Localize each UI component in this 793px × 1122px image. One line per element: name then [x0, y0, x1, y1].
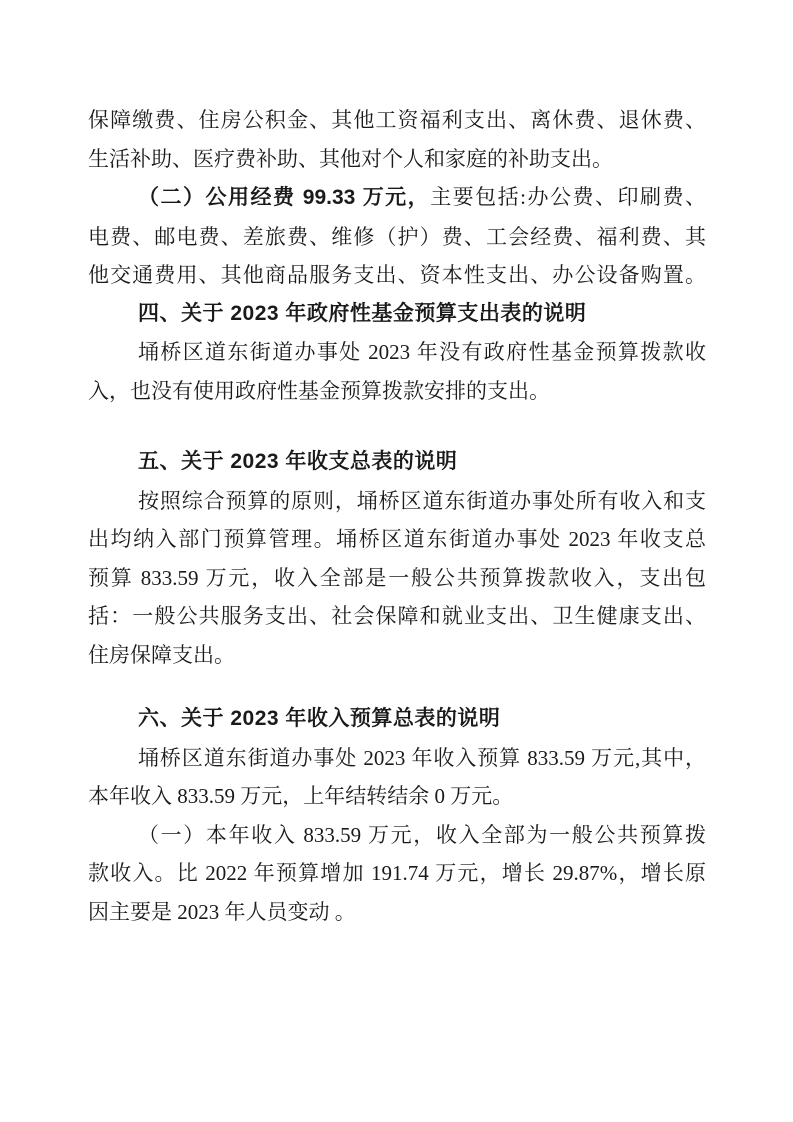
section-4-heading: 四、关于 2023 年政府性基金预算支出表的说明 — [138, 301, 587, 325]
section-5-para-line-5: 住房保障支出。 — [88, 642, 235, 667]
section-6-para2-line-2: 款收入。比 2022 年预算增加 191.74 万元，增长 29.87%，增长原 — [88, 861, 706, 885]
section-5-para-line-1: 按照综合预算的原则，埇桥区道东街道办事处所有收入和支 — [138, 488, 706, 513]
section-5-para-line-4: 括：一般公共服务支出、社会保障和就业支出、卫生健康支出、 — [88, 604, 706, 628]
section-5-para-line-3: 预算 833.59 万元，收入全部是一般公共预算拨款收入，支出包 — [88, 565, 706, 590]
section-5-heading: 五、关于 2023 年收支总表的说明 — [138, 450, 458, 473]
section-6-heading: 六、关于 2023 年收入预算总表的说明 — [138, 707, 501, 730]
public-expense-line-1-rest: 主要包括:办公费、印刷费、 — [430, 185, 706, 209]
section-6-para2-line-1: （一）本年收入 833.59 万元，收入全部为一般公共预算拨 — [138, 822, 706, 847]
section-6-para1-line-2: 本年收入 833.59 万元，上年结转结余 0 万元。 — [88, 784, 514, 808]
section-4-para-line-2: 入，也没有使用政府性基金预算拨款安排的支出。 — [88, 378, 550, 403]
personnel-para-line-1: 保障缴费、住房公积金、其他工资福利支出、离休费、退休费、 — [88, 108, 706, 132]
document-body — [88, 101, 706, 931]
section-5-para-line-2: 出均纳入部门预算管理。埇桥区道东街道办事处 2023 年收支总 — [88, 527, 706, 551]
public-expense-para-line-2: 电费、邮电费、差旅费、维修（护）费、工会经费、福利费、其 — [88, 224, 706, 249]
personnel-para-line-2: 生活补助、医疗费补助、其他对个人和家庭的补助支出。 — [88, 146, 613, 171]
section-4-para-line-1: 埇桥区道东街道办事处 2023 年没有政府性基金预算拨款收 — [138, 340, 706, 364]
section-6-para1-line-1: 埇桥区道东街道办事处 2023 年收入预算 833.59 万元,其中， — [138, 745, 706, 770]
public-expense-para-line-3: 他交通费用、其他商品服务支出、资本性支出、办公设备购置。 — [88, 263, 706, 287]
public-expense-bold-lead: （二）公用经费 99.33 万元， — [138, 186, 431, 209]
public-expense-para-line-1 — [88, 178, 706, 218]
section-6-para2-line-3: 因主要是 2023 年人员变动 。 — [88, 899, 356, 924]
